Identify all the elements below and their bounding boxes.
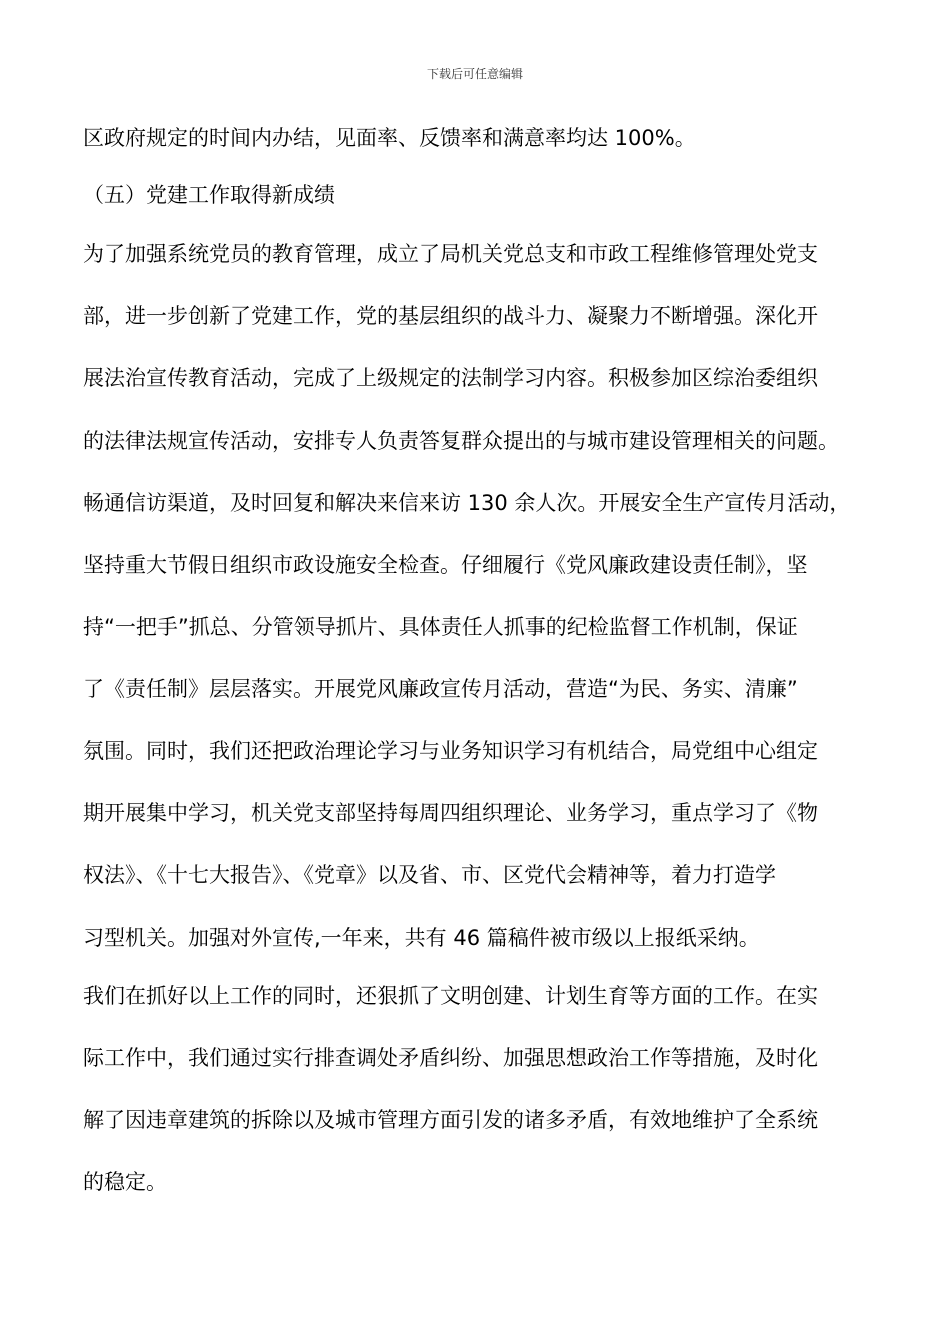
body-line: 的稳定。	[83, 1170, 167, 1194]
body-line: 为了加强系统党员的教育管理，成立了局机关党总支和市政工程维修管理处党支	[83, 242, 818, 266]
body-line: 权法》、《十七大报告》、《党章》以及省、市、区党代会精神等，着力打造学	[83, 863, 776, 887]
body-line: 展法治宣传教育活动，完成了上级规定的法制学习内容。积极参加区综治委组织	[83, 366, 818, 390]
page-header: 下载后可任意编辑	[426, 67, 523, 81]
body-line: 坚持重大节假日组织市政设施安全检查。仔细履行《党风廉政建设责任制》，坚	[83, 553, 808, 577]
body-line: 部，进一步创新了党建工作，党的基层组织的战斗力、凝聚力不断增强。深化开	[83, 304, 818, 328]
body-line: 的法律法规宣传活动，安排专人负责答复群众提出的与城市建设管理相关的问题。	[83, 429, 839, 453]
body-line: 氛围。同时，我们还把政治理论学习与业务知识学习有机结合，局党组中心组定	[83, 739, 818, 763]
body-line: 区政府规定的时间内办结，见面率、反馈率和满意率均达 100%。	[83, 126, 696, 150]
body-line: 期开展集中学习，机关党支部坚持每周四组织理论、业务学习，重点学习了《物	[83, 801, 818, 825]
body-line: 解了因违章建筑的拆除以及城市管理方面引发的诸多矛盾，有效地维护了全系统	[83, 1108, 818, 1132]
body-line: 际工作中，我们通过实行排查调处矛盾纠纷、加强思想政治工作等措施，及时化	[83, 1046, 818, 1070]
body-line: 持“一把手”抓总、分管领导抓片、具体责任人抓事的纪检监督工作机制，保证	[83, 615, 798, 639]
body-line: 习型机关。加强对外宣传,一年来，共有 46 篇稿件被市级以上报纸采纳。	[83, 926, 760, 950]
body-line: 我们在抓好以上工作的同时，还狠抓了文明创建、计划生育等方面的工作。在实	[83, 984, 818, 1008]
body-line: 畅通信访渠道，及时回复和解决来信来访 130 余人次。开展安全生产宣传月活动，	[83, 491, 851, 515]
section-heading: （五）党建工作取得新成绩	[83, 183, 335, 207]
body-line: 了《责任制》层层落实。开展党风廉政宣传月活动，营造“为民、务实、清廉”	[83, 677, 798, 701]
